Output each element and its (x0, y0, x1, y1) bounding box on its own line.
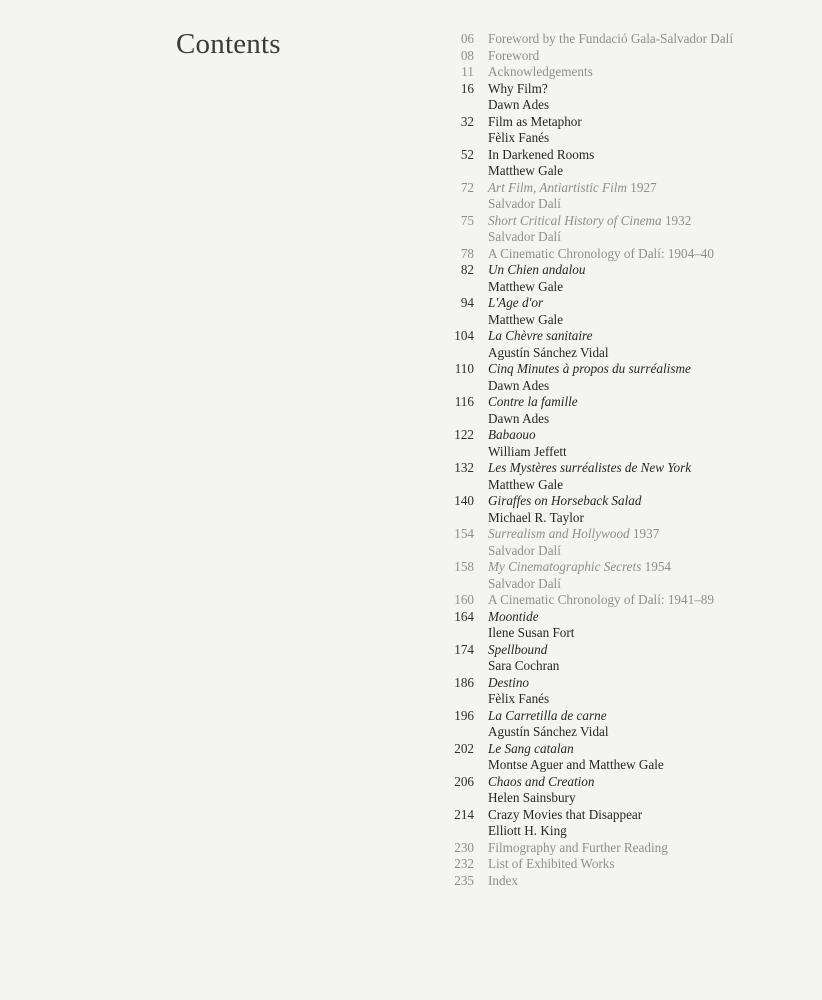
page-number: 232 (454, 856, 474, 871)
entry-title: Contre la famille (488, 394, 578, 409)
entry-title: Foreword by the Fundació Gala-Salvador Dalí (488, 31, 734, 46)
spacer (440, 163, 474, 180)
spacer (440, 130, 474, 147)
toc-entry (440, 213, 800, 246)
entry-title: L'Age d'or (488, 295, 544, 310)
entry-year: 1932 (661, 212, 692, 228)
page-number: 164 (454, 608, 474, 624)
toc-entry (440, 559, 800, 592)
spacer (440, 510, 474, 527)
entry-author: Agustín Sánchez Vidal (488, 344, 609, 360)
entry-author: William Jeffett (488, 443, 567, 459)
entry-title-wrap (488, 427, 536, 444)
toc-entry (440, 856, 800, 873)
entry-title-wrap (488, 114, 582, 131)
entry-title: My Cinematographic Secrets (488, 559, 642, 574)
entry-title-wrap (488, 64, 593, 81)
spacer (440, 823, 474, 840)
toc-title-line (440, 675, 800, 692)
entry-year: 1927 (626, 179, 657, 195)
spacer (440, 658, 474, 675)
entry-title-wrap (488, 675, 529, 692)
toc-title-line (440, 81, 800, 98)
toc-author-line (440, 130, 800, 147)
entry-title: A Cinematic Chronology of Dalí: 1904–40 (488, 245, 714, 261)
page-number: 104 (454, 328, 474, 343)
toc-author-line (440, 378, 800, 395)
toc-title-line (440, 609, 800, 626)
page-number: 94 (460, 295, 474, 310)
spacer (440, 312, 474, 329)
toc-entry (440, 675, 800, 708)
toc-author-line (440, 279, 800, 296)
toc-entry (440, 394, 800, 427)
entry-title: La Carretilla de carne (488, 707, 607, 723)
entry-title: Cinq Minutes à propos du surréalisme (488, 361, 691, 376)
toc-title-line (440, 394, 800, 411)
entry-author: Agustín Sánchez Vidal (488, 724, 609, 739)
entry-title-wrap (488, 741, 574, 758)
entry-author: Salvador Dalí (488, 229, 561, 244)
toc-author-line (440, 543, 800, 560)
toc-entry (440, 147, 800, 180)
toc-entry (440, 180, 800, 213)
spacer (440, 229, 474, 246)
toc-title-line (440, 180, 800, 197)
entry-author: Dawn Ades (488, 97, 550, 112)
entry-title-wrap (488, 642, 547, 659)
toc-title-line (440, 147, 800, 164)
toc-entry (440, 741, 800, 774)
spacer (440, 757, 474, 774)
page-number: 202 (454, 740, 474, 756)
entry-author: Sara Cochran (488, 658, 560, 673)
toc-entry (440, 840, 800, 857)
toc-author-line (440, 477, 800, 494)
entry-author: Salvador Dalí (488, 575, 561, 591)
toc-title-line (440, 31, 800, 48)
entry-title-wrap (488, 48, 539, 65)
toc-title-line (440, 856, 800, 873)
entry-author: Elliott H. King (488, 823, 567, 838)
entry-title-wrap (488, 708, 607, 725)
toc-entry (440, 493, 800, 526)
toc-author-line (440, 691, 800, 708)
page-number: 82 (460, 262, 474, 277)
toc-author-line (440, 576, 800, 593)
toc-author-line (440, 411, 800, 428)
toc-author-line (440, 724, 800, 741)
entry-title: A Cinematic Chronology of Dalí: 1941–89 (488, 592, 714, 607)
toc-entry (440, 328, 800, 361)
toc-title-line (440, 295, 800, 312)
toc-author-line (440, 757, 800, 774)
entry-title-wrap (488, 609, 539, 626)
entry-author: Matthew Gale (488, 278, 564, 294)
entry-title: List of Exhibited Works (488, 856, 615, 871)
spacer (440, 576, 474, 593)
toc-author-line (440, 790, 800, 807)
toc-title-line (440, 526, 800, 543)
page-number: 122 (454, 427, 474, 442)
entry-title-wrap (488, 526, 659, 543)
toc-title-line (440, 840, 800, 857)
spacer (440, 724, 474, 741)
entry-author: Fèlix Fanés (488, 691, 550, 706)
entry-title-wrap (488, 295, 543, 312)
toc-entry (440, 246, 800, 263)
toc-title-line (440, 642, 800, 659)
page-number: 186 (454, 674, 474, 690)
spacer (440, 279, 474, 296)
entry-author: Fèlix Fanés (488, 130, 550, 145)
toc-author-line (440, 196, 800, 213)
toc-author-line (440, 444, 800, 461)
page-number: 158 (454, 559, 474, 574)
entry-title-wrap (488, 856, 615, 873)
entry-year: 1937 (629, 526, 660, 541)
page-number: 110 (454, 361, 474, 376)
entry-title: Babaouo (488, 427, 536, 442)
entry-title: Film as Metaphor (488, 113, 582, 129)
spacer (440, 790, 474, 807)
entry-author: Helen Sainsbury (488, 790, 576, 805)
page-number: 78 (460, 245, 474, 261)
entry-title: Art Film, Antiartistic Film (488, 179, 627, 195)
entry-title: In Darkened Rooms (488, 146, 595, 162)
toc-entry (440, 64, 800, 81)
toc-author-line (440, 229, 800, 246)
spacer (440, 625, 474, 642)
entry-title-wrap (488, 147, 594, 164)
page-number: 214 (454, 806, 474, 822)
toc-entry (440, 609, 800, 642)
entry-title-wrap (488, 774, 595, 791)
entry-title-wrap (488, 559, 671, 576)
page-number: 11 (461, 64, 474, 79)
entry-title: Index (488, 872, 519, 888)
toc-title-line (440, 493, 800, 510)
entry-title: Moontide (488, 608, 539, 624)
entry-title: Foreword (488, 47, 540, 63)
entry-title-wrap (488, 873, 518, 890)
page-number: 52 (460, 146, 474, 162)
toc-entry (440, 361, 800, 394)
entry-title: Spellbound (488, 641, 548, 657)
entry-title: Chaos and Creation (488, 773, 595, 789)
toc-title-line (440, 48, 800, 65)
entry-author: Matthew Gale (488, 163, 564, 178)
page-number: 160 (454, 592, 474, 607)
toc-author-line (440, 625, 800, 642)
entry-title: La Chèvre sanitaire (488, 328, 593, 343)
toc-entry (440, 31, 800, 48)
page-number: 235 (454, 872, 474, 888)
entry-title-wrap (488, 262, 585, 279)
toc-entry (440, 48, 800, 65)
entry-author: Dawn Ades (488, 410, 550, 426)
spacer (440, 444, 474, 461)
entry-author: Ilene Susan Fort (488, 625, 575, 640)
page-number: 174 (454, 641, 474, 657)
toc-author-line (440, 658, 800, 675)
page-number: 140 (454, 493, 474, 508)
toc-entry (440, 592, 800, 609)
entry-title-wrap (488, 180, 657, 197)
entry-title-wrap (488, 246, 714, 263)
page-number: 75 (460, 212, 474, 228)
page-number: 132 (454, 460, 474, 475)
table-of-contents (440, 31, 800, 889)
toc-entry (440, 526, 800, 559)
entry-author: Montse Aguer and Matthew Gale (488, 757, 664, 772)
toc-title-line (440, 427, 800, 444)
entry-title-wrap (488, 361, 691, 378)
toc-title-line (440, 64, 800, 81)
entry-author: Matthew Gale (488, 476, 564, 492)
toc-entry (440, 81, 800, 114)
toc-entry (440, 460, 800, 493)
toc-title-line (440, 708, 800, 725)
toc-entry (440, 295, 800, 328)
entry-author: Michael R. Taylor (488, 509, 584, 525)
entry-title: Le Sang catalan (488, 740, 574, 756)
toc-entry (440, 262, 800, 295)
toc-title-line (440, 741, 800, 758)
toc-title-line (440, 873, 800, 890)
page-number: 32 (460, 113, 474, 129)
page-number: 196 (454, 707, 474, 723)
toc-author-line (440, 345, 800, 362)
toc-title-line (440, 774, 800, 791)
toc-entry (440, 873, 800, 890)
spacer (440, 411, 474, 428)
page-number: 230 (454, 839, 474, 855)
toc-title-line (440, 246, 800, 263)
page-number: 154 (454, 526, 474, 541)
entry-title: Surrealism and Hollywood (488, 526, 630, 541)
toc-entry (440, 114, 800, 147)
entry-title-wrap (488, 328, 593, 345)
toc-title-line (440, 460, 800, 477)
toc-title-line (440, 559, 800, 576)
entry-title-wrap (488, 31, 733, 48)
page-number: 16 (460, 80, 474, 96)
entry-title-wrap (488, 493, 641, 510)
toc-title-line (440, 807, 800, 824)
toc-title-line (440, 213, 800, 230)
entry-title: Why Film? (488, 80, 548, 96)
entry-title-wrap (488, 81, 548, 98)
toc-title-line (440, 592, 800, 609)
toc-entry (440, 807, 800, 840)
page-number: 06 (460, 31, 474, 46)
entry-author: Salvador Dalí (488, 196, 561, 211)
page-number: 206 (454, 773, 474, 789)
entry-title-wrap (488, 840, 668, 857)
entry-author: Dawn Ades (488, 377, 550, 393)
page-title: Contents (176, 28, 281, 60)
toc-title-line (440, 361, 800, 378)
entry-title-wrap (488, 807, 642, 824)
spacer (440, 378, 474, 395)
page-number: 116 (454, 394, 474, 409)
spacer (440, 691, 474, 708)
page-number: 72 (460, 179, 474, 195)
toc-entry (440, 427, 800, 460)
toc-author-line (440, 312, 800, 329)
entry-title: Giraffes on Horseback Salad (488, 493, 642, 508)
toc-title-line (440, 328, 800, 345)
toc-author-line (440, 823, 800, 840)
entry-author: Matthew Gale (488, 311, 564, 327)
entry-title-wrap (488, 592, 714, 609)
toc-entry (440, 774, 800, 807)
toc-title-line (440, 114, 800, 131)
entry-title-wrap (488, 460, 691, 477)
spacer (440, 196, 474, 213)
entry-title: Crazy Movies that Disappear (488, 806, 643, 822)
entry-title: Acknowledgements (488, 64, 593, 79)
spacer (440, 345, 474, 362)
entry-title-wrap (488, 394, 578, 411)
toc-author-line (440, 510, 800, 527)
toc-author-line (440, 163, 800, 180)
spacer (440, 543, 474, 560)
entry-title: Short Critical History of Cinema (488, 212, 662, 228)
entry-author: Salvador Dalí (488, 542, 561, 558)
entry-title-wrap (488, 213, 691, 230)
spacer (440, 477, 474, 494)
entry-title: Un Chien andalou (488, 262, 586, 277)
toc-author-line (440, 97, 800, 114)
toc-title-line (440, 262, 800, 279)
toc-entry (440, 708, 800, 741)
spacer (440, 97, 474, 114)
toc-entry (440, 642, 800, 675)
page-number: 08 (460, 47, 474, 63)
entry-title: Les Mystères surréalistes de New York (488, 460, 692, 475)
entry-title: Filmography and Further Reading (488, 839, 668, 855)
entry-year: 1954 (641, 559, 672, 574)
entry-title: Destino (488, 674, 530, 690)
